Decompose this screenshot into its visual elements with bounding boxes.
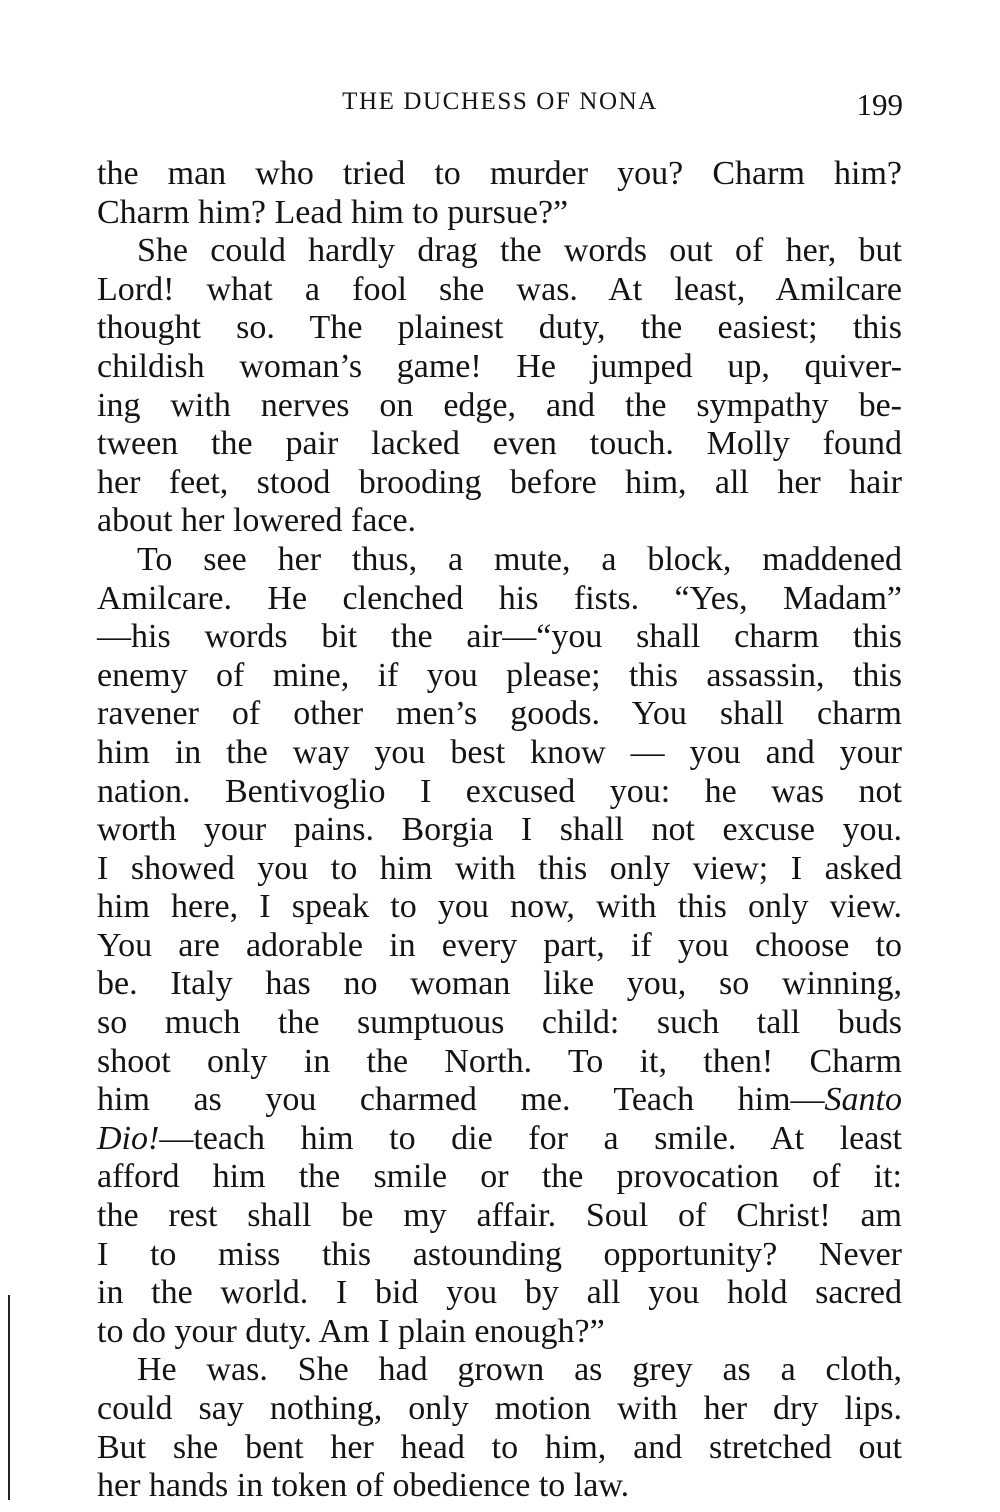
text-line [97, 155, 902, 194]
text-line [97, 888, 902, 927]
text-line [97, 232, 902, 271]
text-line [97, 773, 902, 812]
line-text: her hands in token of obedience to law. [97, 1467, 630, 1505]
text-line [97, 541, 902, 580]
line-text: thought so. The plainest duty, the easiest; this [97, 309, 902, 347]
text-line [97, 811, 902, 850]
running-head [97, 86, 903, 126]
line-text: You are adorable in every part, if you choose to [97, 926, 902, 964]
line-text: —his words bit the air—“you shall charm this [97, 618, 902, 656]
body-text [97, 155, 902, 1506]
line-text: I to miss this astounding opportunity? Never [97, 1235, 902, 1273]
text-line [97, 348, 902, 387]
line-text: worth your pains. Borgia I shall not excuse you. [97, 811, 902, 849]
text-line [97, 734, 902, 773]
line-text: him as you charmed me. Teach him— [97, 1081, 825, 1119]
margin-rule [8, 1295, 10, 1500]
text-line [97, 695, 902, 734]
line-text: afford him the smile or the provocation of it: [97, 1158, 902, 1196]
line-text: be. Italy has no woman like you, so winning, [97, 965, 902, 1003]
text-line [97, 425, 902, 464]
text-line [97, 1120, 902, 1159]
line-text: could say nothing, only motion with her dry lips. [97, 1390, 902, 1427]
line-text: But she bent her head to him, and stretched out [97, 1428, 902, 1466]
line-text: Amilcare. He clenched his fists. “Yes, Madam” [97, 579, 902, 617]
line-text: tween the pair lacked even touch. Molly found [97, 425, 902, 463]
italic-text: Santo [824, 1081, 902, 1119]
text-line [97, 271, 902, 310]
text-line [97, 1313, 902, 1352]
line-text: shoot only in the North. To it, then! Charm [97, 1042, 902, 1080]
text-line [97, 502, 902, 541]
line-text: her feet, stood brooding before him, all her hair [97, 463, 902, 501]
text-line [97, 618, 902, 657]
line-text: enemy of mine, if you please; this assassin, this [97, 656, 902, 694]
line-text: ing with nerves on edge, and the sympathy be- [97, 386, 902, 424]
text-line [97, 1197, 902, 1236]
line-text: ravener of other men’s goods. You shall charm [97, 695, 902, 733]
line-text: to do your duty. Am I plain enough?” [97, 1312, 605, 1350]
text-line [97, 1467, 902, 1506]
running-title: THE DUCHESS OF NONA [342, 88, 658, 115]
text-line [97, 965, 902, 1004]
line-text: I showed you to him with this only view; I asked [97, 849, 902, 887]
line-text: him in the way you best know — you and your [97, 733, 902, 771]
line-text: the man who tried to murder you? Charm him? [97, 155, 902, 192]
line-text: To see her thus, a mute, a block, maddened [137, 540, 902, 578]
text-line [97, 580, 902, 619]
line-text: He was. She had grown as grey as a cloth, [137, 1351, 902, 1389]
line-text: Lord! what a fool she was. At least, Amilcare [97, 270, 902, 308]
text-line [97, 657, 902, 696]
line-text: Charm him? Lead him to pursue?” [97, 193, 569, 231]
line-text: She could hardly drag the words out of her, but [137, 232, 902, 270]
text-line [97, 1429, 902, 1468]
text-line [97, 194, 902, 233]
text-line [97, 1043, 902, 1082]
line-text: —teach him to die for a smile. At least [159, 1119, 902, 1157]
text-line [97, 850, 902, 889]
text-line [97, 1274, 902, 1313]
text-line [97, 1236, 902, 1275]
italic-text: Dio! [97, 1119, 160, 1157]
text-line [97, 1004, 902, 1043]
text-line [97, 927, 902, 966]
line-text: the rest shall be my affair. Soul of Christ! am [97, 1197, 902, 1235]
text-line [97, 1081, 902, 1120]
line-text: childish woman’s game! He jumped up, quiver- [97, 347, 902, 385]
line-text: him here, I speak to you now, with this only view. [97, 888, 902, 926]
text-line [97, 1158, 902, 1197]
page-number: 199 [856, 87, 903, 122]
text-line [97, 464, 902, 503]
line-text: nation. Bentivoglio I excused you: he was not [97, 772, 902, 810]
text-line [97, 387, 902, 426]
line-text: so much the sumptuous child: such tall buds [97, 1004, 902, 1042]
text-line [97, 1390, 902, 1429]
text-line [97, 1351, 902, 1390]
line-text: in the world. I bid you by all you hold sacred [97, 1274, 902, 1312]
text-line [97, 309, 902, 348]
line-text: about her lowered face. [97, 502, 417, 540]
